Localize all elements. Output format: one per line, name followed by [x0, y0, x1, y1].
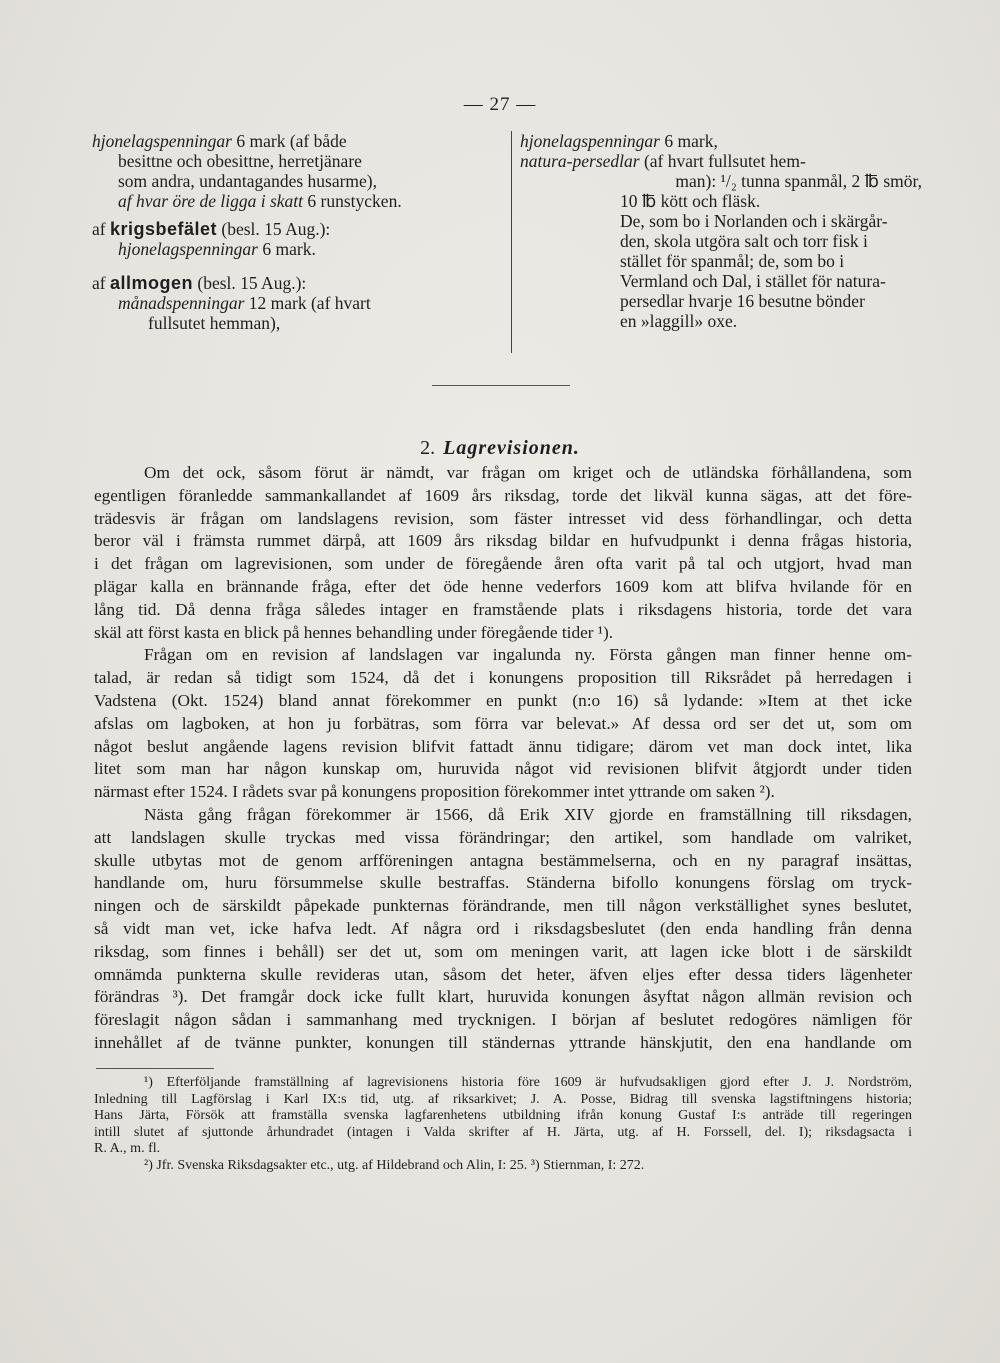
left-column [92, 131, 502, 333]
left-line-5: af krigsbefälet (besl. 15 Aug.): [92, 219, 331, 239]
body-line: egentligen föranledde sammankallandet af 1609 års riksdag, torde det likväl kunna sägas, att det före- [94, 485, 912, 505]
body-line: förändras ³). Det framgår dock icke fullt klart, huruvida konungen åsyftat någon allmän revision och [94, 987, 912, 1007]
right-line-2: natura-persedlar (af hvart fullsutet hem- [520, 151, 806, 171]
left-line-8: månadspenningar 12 mark (af hvart [118, 293, 371, 313]
section-heading [0, 437, 1000, 460]
right-line-6: den, skola utgöra salt och torr fisk i [620, 231, 868, 251]
body-line: Vadstena (Okt. 1524) bland annat förekommer en punkt (n:o 16) så lydande: »Item at thet icke [94, 690, 912, 710]
footnote-line: ²) Jfr. Svenska Riksdagsakter etc., utg. af Hildebrand och Alin, I: 25. ³) Stiernman, I: 272. [144, 1157, 645, 1173]
body-line: skulle utbytas mot de genom arfföreningen antagna bestämmelserna, och en ny paragraf insättas, [94, 850, 912, 870]
body-line: föreslagit någon sådan i sammanhang med trycknigen. I början af beslutet redogöres nämligen för [94, 1010, 912, 1030]
right-line-1: hjonelagspenningar 6 mark, [520, 131, 718, 151]
body-line: att landslagen skulle tryckas med vissa förändringar; den artikel, som handlade om valriket, [94, 827, 912, 847]
body-line: trädesvis är frågan om landslagens revision, som fäster intresset vid dess förhandlingar, och detta [94, 508, 912, 528]
left-line-2: besittne och obesittne, herretjänare [118, 151, 362, 171]
body-line: handlande om, huru försummelse skulle bestraffas. Ständerna bifollo konungens förslag om tryck- [94, 873, 912, 893]
left-line-7: af allmogen (besl. 15 Aug.): [92, 273, 307, 293]
body-line: närmast efter 1524. I rådets svar på konungens proposition förekommer intet yttrande om saken ²). [94, 782, 775, 802]
body-line: Om det ock, såsom förut är nämdt, var frågan om kriget och de utländska förhållandena, som [144, 463, 912, 482]
footnote-rule [96, 1068, 214, 1069]
footnote-line: R. A., m. fl. [94, 1141, 161, 1156]
body-line: riksdag, som finnes i behåll) ser det ut, som om meningen varit, att lagen icke blott i de särskildt [94, 941, 912, 961]
left-line-3: som andra, undantagandes husarme), [118, 171, 378, 191]
left-line-6: hjonelagspenningar 6 mark. [118, 239, 316, 259]
body-line: så vidt man vet, icke hafva ledt. Af några ord i riksdagsbeslutet (den enda handling från denna [94, 918, 912, 938]
body-line: Nästa gång frågan förekommer är 1566, då Erik XIV gjorde en framställning till riksdagen, [144, 804, 912, 824]
body-line: omnämda punkterna skulle revideras utan, såsom det heter, äfven eljes efter dessa tiders lägenheter [94, 964, 912, 984]
page-number: — 27 — [463, 94, 537, 115]
footnote-line: intill slutet af sjuttonde århundradet (intagen i Valda skrifter af H. Järta, utg. af H. Forssell, del. I); riksdagsacta i [94, 1124, 912, 1140]
footnotes [94, 1075, 912, 1174]
right-line-5: De, som bo i Norlanden och i skärgår- [620, 211, 888, 231]
right-line-3: man): ¹/₂ tunna spanmål, 2 ℔ smör, [675, 171, 922, 191]
right-line-4: 10 ℔ kött och fläsk. [620, 191, 761, 211]
body-line: plägar kalla en brännande fråga, efter det öde henne vederfors 1609 kom att blifva hvilande för en [94, 576, 912, 596]
right-line-7: stället för spanmål; de, som bo i [620, 251, 845, 271]
left-line-1: hjonelagspenningar 6 mark (af både [92, 131, 347, 151]
body-line: talad, är redan så tidigt som 1524, då det i konungens proposition till Riksrådet på herredagen i [94, 668, 912, 688]
body-line: skäl att först kasta en blick på hennes behandling under föregående tider ¹). [94, 622, 614, 642]
right-line-9: persedlar hvarje 16 besutne bönder [620, 291, 865, 311]
section-title: Lagrevisionen. [443, 437, 580, 459]
body-line: Frågan om en revision af landslagen var ingalunda ny. Första gången man finner henne om- [144, 645, 912, 665]
body-line: innehållet af de tvänne punkter, konungen till ständernas yttrande hänskjutit, den ena handlande om [94, 1032, 912, 1052]
right-column [520, 131, 922, 331]
footnote-line: Inledning till Lagförslag i Karl IX:s tid, utg. af riksarkivet; J. A. Posse, Bidrag till svenska lagstiftningens historia; [94, 1091, 912, 1107]
body-line: i det frågan om lagrevisionen, som under de föregående åren ofta varit på tal och utgjort, hvad man [94, 554, 912, 574]
left-line-4: af hvar öre de ligga i skatt 6 runstycken. [118, 191, 402, 211]
body-line: ningen och de särskildt påpekade punkternas förändrande, men till någon verkställighet synes beslutet, [94, 896, 912, 916]
footnote-line: ¹) Efterföljande framställning af lagrevisionens historia före 1609 är hufvudsakligen gjord efter J. J. Nordström, [144, 1075, 912, 1090]
body-line: beror väl i främsta rummet därpå, att 1609 års riksdag bildar en hufvudpunkt i denna frågas historia, [94, 531, 912, 551]
body-line: något beslut angående lagens revision blifvit fattadt ännu tidigare; därom vet man dock intet, lika [94, 736, 912, 756]
left-line-9: fullsutet hemman), [148, 313, 281, 333]
body-text [94, 462, 912, 1055]
section-number: 2. [420, 437, 436, 459]
body-line: afslas om lagboken, at hon ju forbätras, som förra var belevat.» Af dessa ord ser det ut, som om [94, 713, 912, 733]
right-line-8: Vermland och Dal, i stället för natura- [620, 271, 886, 291]
column-divider [511, 131, 512, 353]
body-line: lång tid. Då denna fråga således intager en framstående plats i riksdagens historia, torde det vara [94, 599, 912, 619]
footnote-line: Hans Järta, Försök att framställa svenska lagfarenhetens utbildning ifrån konung Gustaf I:s anträde till regeringen [94, 1108, 912, 1123]
section-rule [432, 385, 570, 386]
right-line-10: en »laggill» oxe. [620, 311, 738, 331]
body-line: litet som man har någon kunskap om, huruvida något vid revisionen blifvit åtgjordt under tiden [94, 759, 912, 779]
